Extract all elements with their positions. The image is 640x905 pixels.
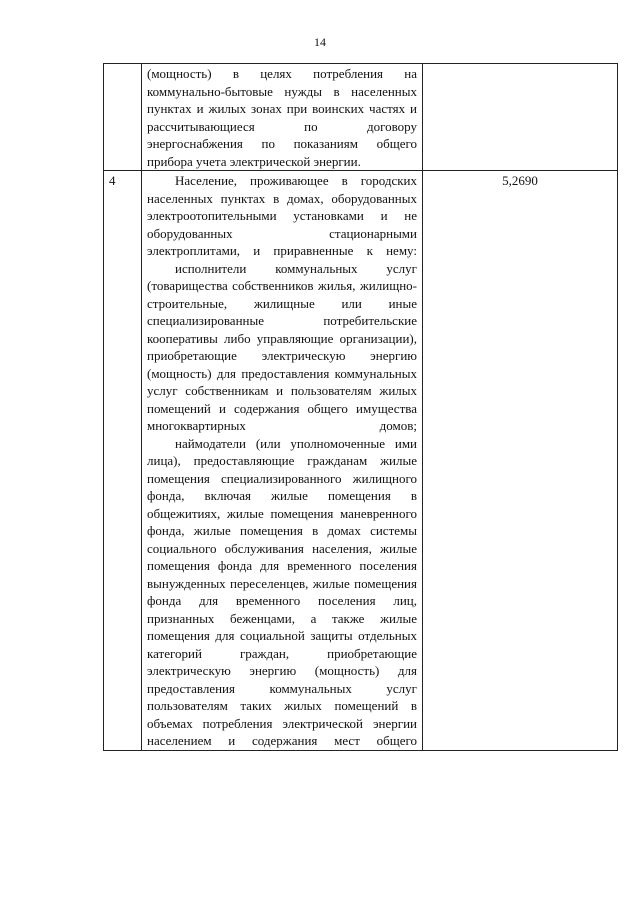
- description-paragraph: наймодатели (или уполномоченные ими лица), предоставляющие гражданам жилые помещения специализированного жилищного фонда, включая жилые помещения в общежитиях, жилые помещения маневренного фонда, жилые помещения в домах системы социального обслуживания населения, жилые помещения фонда для временного поселения вынужденных переселенцев, жилые помещения фонда для временного поселения лиц, признанных беженцами, а также жилые помещения для социальной защиты отдельных категорий граждан, приобретающие электрическую энергию (мощность) для предоставления коммунальных услуг пользователям таких жилых помещений в объемах потребления электрической энергии населением и содержания мест общего: [147, 435, 417, 748]
- tariff-value-cell: 5,2690: [423, 171, 618, 751]
- row-number-cell: 4: [104, 171, 142, 751]
- tariff-value-cell: [423, 64, 618, 171]
- tariff-table: [103, 63, 618, 751]
- description-cell: [142, 171, 423, 751]
- description-cell: [142, 64, 423, 171]
- description-paragraph: исполнители коммунальных услуг (товарищества собственников жилья, жилищно-строительные, жилищные или иные специализированные потребительские кооперативы либо управляющие организации), приобретающие электрическую энергию (мощность) для предоставления коммунальных услуг собственникам и пользователям жилых помещений и содержания общего имущества многоквартирных домов;: [147, 260, 417, 433]
- description-paragraph: (мощность) в целях потребления на коммунально-бытовые нужды в населенных пунктах и жилых зонах при воинских частях и рассчитывающиеся по договору энергоснабжения по показаниям общего прибора учета электрической энергии.: [147, 66, 417, 169]
- table-row: [104, 64, 618, 171]
- row-number-cell: [104, 64, 142, 171]
- description-paragraph: Население, проживающее в городских населенных пунктах в домах, оборудованных электроотопительными установками и не оборудованных стационарными электроплитами, и приравненные к нему:: [147, 173, 417, 258]
- page-number: 14: [314, 35, 326, 49]
- table-row: [104, 171, 618, 751]
